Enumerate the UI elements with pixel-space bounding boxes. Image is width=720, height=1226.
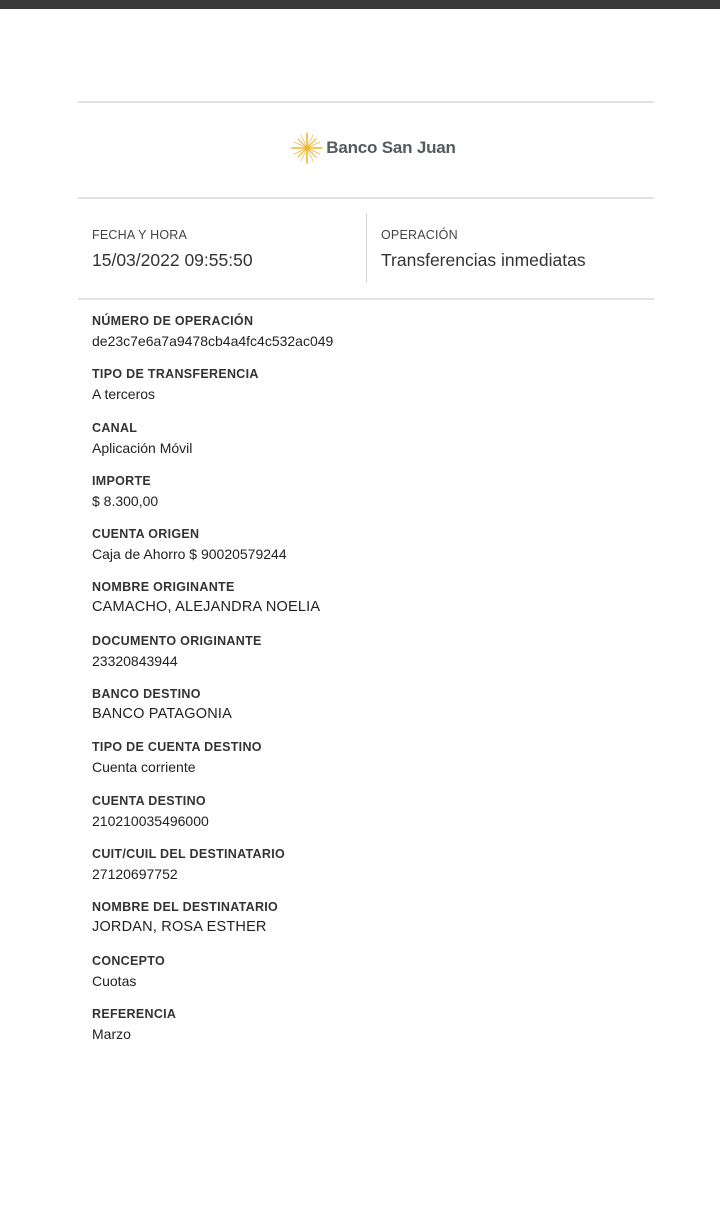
field-value: Cuotas: [92, 972, 137, 989]
transfer-receipt: [78, 101, 654, 1059]
bank-logo: [290, 131, 455, 165]
field-label: DOCUMENTO ORIGINANTE: [92, 633, 262, 648]
field-label: NOMBRE DEL DESTINATARIO: [92, 900, 279, 915]
field-originator-document: [92, 633, 654, 686]
field-value: Aplicación Móvil: [92, 439, 193, 456]
field-value: CAMACHO, ALEJANDRA NOELIA: [92, 599, 321, 616]
field-value: Cuenta corriente: [92, 759, 196, 776]
star-burst-icon: [290, 131, 324, 165]
field-reference: [92, 1006, 654, 1059]
field-destination-account: [92, 793, 654, 846]
date-label: FECHA Y HORA: [92, 228, 188, 242]
field-operation-number: [92, 313, 654, 366]
top-status-bar: [0, 0, 720, 9]
operation-value: Transferencias inmediatas: [381, 250, 586, 270]
field-label: TIPO DE TRANSFERENCIA: [92, 367, 259, 382]
field-value: 27120697752: [92, 865, 178, 882]
logo-header: [78, 103, 654, 197]
field-value: Caja de Ahorro $ 90020579244: [92, 546, 287, 563]
date-value: 15/03/2022 09:55:50: [92, 250, 253, 270]
field-value: 210210035496000: [92, 812, 209, 829]
field-concept: [92, 953, 654, 1006]
field-recipient-name: [92, 899, 654, 952]
operation-block: [366, 213, 654, 283]
details-list: [78, 300, 654, 1059]
field-originator-name: [92, 579, 654, 632]
field-value: A terceros: [92, 386, 156, 403]
field-label: BANCO DESTINO: [92, 687, 201, 702]
bank-name: Banco San Juan: [326, 138, 456, 157]
field-value: 23320843944: [92, 652, 178, 669]
field-label: CUENTA DESTINO: [92, 793, 206, 808]
field-transfer-type: [92, 366, 654, 419]
field-destination-bank: [92, 686, 654, 739]
field-label: NÚMERO DE OPERACIÓN: [92, 314, 254, 328]
field-value: de23c7e6a7a9478cb4a4fc4c532ac049: [92, 333, 334, 349]
field-value: BANCO PATAGONIA: [92, 706, 232, 723]
field-value: JORDAN, ROSA ESTHER: [92, 919, 267, 936]
field-channel: [92, 420, 654, 473]
field-label: IMPORTE: [92, 473, 152, 488]
date-block: [78, 199, 366, 298]
field-label: NOMBRE ORIGINANTE: [92, 580, 235, 595]
field-amount: [92, 473, 654, 526]
field-label: TIPO DE CUENTA DESTINO: [92, 740, 262, 755]
field-value: $ 8.300,00: [92, 492, 159, 509]
field-value: Marzo: [92, 1025, 131, 1042]
field-source-account: [92, 526, 654, 579]
field-label: REFERENCIA: [92, 1006, 177, 1021]
field-label: CONCEPTO: [92, 953, 166, 968]
summary-row: [78, 199, 654, 298]
operation-label: OPERACIÓN: [381, 228, 458, 242]
field-destination-account-type: [92, 739, 654, 792]
field-label: CUENTA ORIGEN: [92, 527, 200, 542]
field-recipient-cuit: [92, 846, 654, 899]
field-label: CANAL: [92, 420, 138, 435]
field-label: CUIT/CUIL DEL DESTINATARIO: [92, 846, 285, 861]
